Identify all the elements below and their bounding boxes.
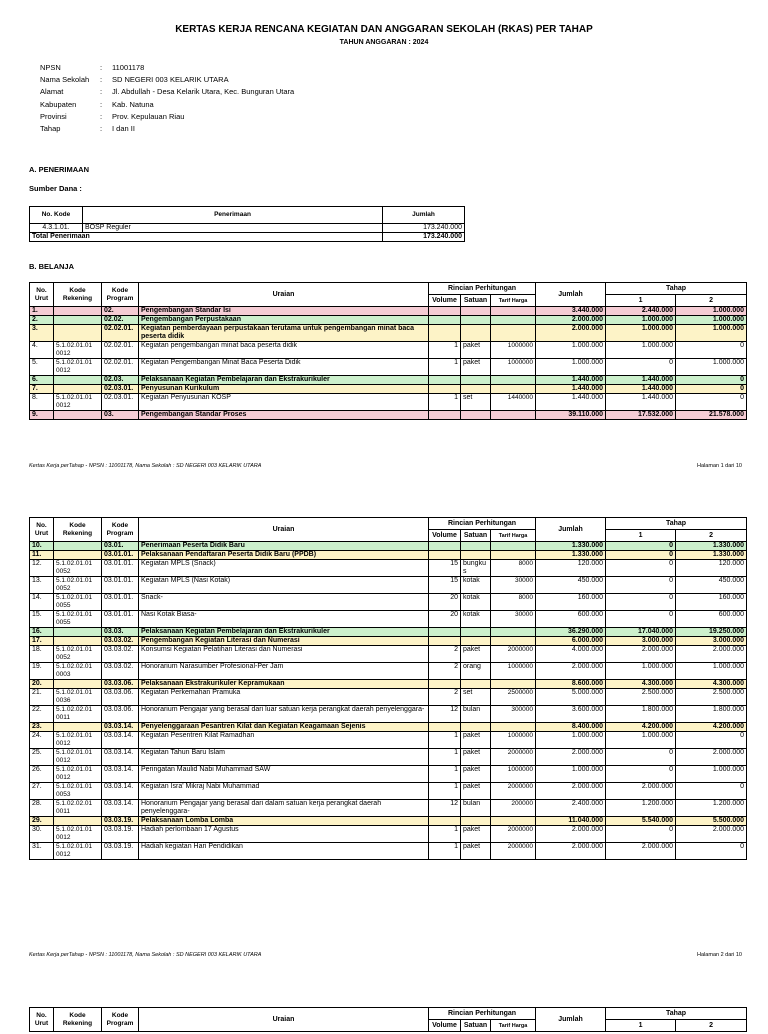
document-page-3 [0,1004,768,1034]
table-row: 11. 03.01.01. Pelaksanaan Pendaftaran Peserta Didik Baru (PPDB) 1.330.000 0 1.330.000 [30,551,747,560]
col-no-urut: No. Urut [30,1008,54,1032]
table-row: 30. 5.1.02.01.01 0012 03.03.19. Hadiah perlombaan 17 Agustus 1 paket 2000000 2.000.000 0 2.000.000 [30,826,747,843]
table-row: 20. 03.03.06. Pelaksanaan Ekstrakurikuler Kepramukaan 8.600.000 4.300.000 4.300.000 [30,680,747,689]
table-row: 15. 5.1.02.01.01 0055 03.01.01. Nasi Kotak Biasa- 20 kotak 30000 600.000 0 600.000 [30,611,747,628]
belanja-table-page-3 [29,1007,747,1032]
col-no-urut: No. Urut [30,518,54,542]
col-rincian: Rincian Perhitungan [429,518,536,530]
col-uraian: Uraian [139,283,429,307]
info-row: Kabupaten : Kab. Natuna [40,99,154,109]
table-row: 26. 5.1.02.01.01 0012 03.03.14. Peringatan Maulid Nabi Muhammad SAW 1 paket 1000000 1.000.000 0 1.000.000 [30,766,747,783]
document-subtitle: TAHUN ANGGARAN : 2024 [339,39,429,46]
belanja-table-page-2 [29,517,747,860]
sumber-dana-label: Sumber Dana : [29,184,82,193]
col-jumlah: Jumlah [536,283,606,307]
table-row: 25. 5.1.02.01.01 0012 03.03.14. Kegiatan Tahun Baru Islam 1 paket 2000000 2.000.000 0 2.000.000 [30,749,747,766]
col-no-kode: No. Kode [30,207,83,224]
col-tahap: Tahap [606,283,747,295]
section-belanja-heading: B. BELANJA [29,262,75,271]
page-number: Halaman 1 dari 10 [697,463,742,469]
col-uraian: Uraian [139,518,429,542]
table-row: 13. 5.1.02.01.01 0052 03.01.01. Kegiatan MPLS (Nasi Kotak) 15 kotak 30000 450.000 0 450.000 [30,577,747,594]
col-no-urut: No. Urut [30,283,54,307]
col-tahap-2: 2 [676,295,747,307]
col-satuan: Satuan [461,530,491,542]
table-row: 7. 02.03.01. Penyusunan Kurikulum 1.440.000 1.440.000 0 [30,385,747,394]
col-jumlah: Jumlah [536,1008,606,1032]
table-row: 1. 02. Pengembangan Standar Isi 3.440.000 2.440.000 1.000.000 [30,307,747,316]
table-row: 22. 5.1.02.02.01 0011 03.03.06. Honorarium Pengajar yang berasal dari luar satuan kerja perangkat daerah penyelenggara- 12 bulan 300000 3.600.000 1.800.000 1.800.000 [30,706,747,723]
col-rincian: Rincian Perhitungan [429,283,536,295]
col-tahap: Tahap [606,518,747,530]
document-title: KERTAS KERJA RENCANA KEGIATAN DAN ANGGARAN SEKOLAH (RKAS) PER TAHAP [175,24,593,35]
table-row: 10. 03.01. Penerimaan Peserta Didik Baru 1.330.000 0 1.330.000 [30,542,747,551]
table-row: 29. 03.03.19. Pelaksanaan Lomba Lomba 11.040.000 5.540.000 5.500.000 [30,817,747,826]
belanja-table-page-1 [29,282,747,420]
section-penerimaan-heading: A. PENERIMAAN [29,165,90,174]
table-row: 23. 03.03.14. Penyelenggaraan Pesantren Kilat dan Kegiatan Keagamaan Sejenis 8.400.000 4.200.000 4.200.000 [30,723,747,732]
table-row: 18. 5.1.02.01.01 0052 03.03.02. Konsumsi Kegiatan Pelatihan Literasi dan Numerasi 2 paket 2000000 4.000.000 2.000.000 2.000.000 [30,646,747,663]
table-row: 3. 02.02.01. Kegiatan pemberdayaan perpustakaan terutama untuk pengembangan minat baca peserta didik 2.000.000 1.000.000 1.000.000 [30,325,747,342]
info-row: Nama Sekolah : SD NEGERI 003 KELARIK UTARA [40,75,229,85]
table-row: 12. 5.1.02.01.01 0052 03.01.01. Kegiatan MPLS (Snack) 15 bungku s 8000 120.000 0 120.000 [30,560,747,577]
table-row: 17. 03.03.02. Pengembangan Kegiatan Literasi dan Numerasi 6.000.000 3.000.000 3.000.000 [30,637,747,646]
table-row: 4. 5.1.02.01.01 0012 02.02.01. Kegiatan pengembangan minat baca peserta didik 1 paket 1000000 1.000.000 1.000.000 0 [30,342,747,359]
table-row: 6. 02.03. Pelaksanaan Kegiatan Pembelajaran dan Ekstrakurikuler 1.440.000 1.440.000 0 [30,376,747,385]
info-row: Provinsi : Prov. Kepulauan Riau [40,111,185,121]
col-kode-rekening: Kode Rekening [54,518,102,542]
col-tahap: Tahap [606,1008,747,1020]
document-page-2 [0,512,768,962]
col-satuan: Satuan [461,295,491,307]
table-row: 14. 5.1.02.01.01 0055 03.01.01. Snack- 20 kotak 8000 160.000 0 160.000 [30,594,747,611]
col-kode-rekening: Kode Rekening [54,1008,102,1032]
col-uraian: Uraian [139,1008,429,1032]
col-tarif: Tarif Harga [491,530,536,542]
table-row: 31. 5.1.02.01.01 0012 03.03.19. Hadiah kegiatan Hari Pendidikan 1 paket 2000000 2.000.000 2.000.000 0 [30,843,747,860]
info-row: Tahap : I dan II [40,123,135,133]
table-row: 16. 03.03. Pelaksanaan Kegiatan Pembelajaran dan Ekstrakurikuler 36.290.000 17.040.000 19.250.000 [30,628,747,637]
table-row: 24. 5.1.02.01.01 0012 03.03.14. Kegiatan Pesentren Kilat Ramadhan 1 paket 1000000 1.000.000 1.000.000 0 [30,732,747,749]
col-kode-program: Kode Program [102,283,139,307]
penerimaan-table [29,206,465,242]
col-satuan: Satuan [461,1020,491,1032]
table-row: 28. 5.1.02.02.01 0011 03.03.14. Honorarium Pengajar yang berasal dari dalam satuan kerja perangkat daerah penyelenggara- 12 bulan 200000 2.400.000 1.200.000 1.200.000 [30,800,747,817]
col-rincian: Rincian Perhitungan [429,1008,536,1020]
page-footer: Kertas Kerja perTahap - NPSN : 11001178, Nama Sekolah : SD NEGERI 003 KELARIK UTARA [29,463,262,469]
col-kode-program: Kode Program [102,518,139,542]
table-row: 9. 03. Pengembangan Standar Proses 39.110.000 17.532.000 21.578.000 [30,411,747,420]
table-row: 19. 5.1.02.02.01 0003 03.03.02. Honorarium Narasumber Profesional-Per Jam 2 orang 1000000 2.000.000 1.000.000 1.000.000 [30,663,747,680]
col-penerimaan: Penerimaan [83,207,383,224]
col-volume: Volume [429,295,461,307]
table-row: 2. 02.02. Pengembangan Perpustakaan 2.000.000 1.000.000 1.000.000 [30,316,747,325]
col-jumlah: Jumlah [536,518,606,542]
table-row: 5. 5.1.02.01.01 0012 02.02.01. Kegiatan Pengembangan Minat Baca Peserta Didik 1 paket 1000000 1.000.000 0 1.000.000 [30,359,747,376]
col-tahap-2: 2 [676,530,747,542]
col-jumlah: Jumlah [383,207,465,224]
page-number: Halaman 2 dari 10 [697,952,742,958]
table-row: 27. 5.1.02.01.01 0053 03.03.14. Kegiatan Isra' Mikraj Nabi Muhammad 1 paket 2000000 2.000.000 2.000.000 0 [30,783,747,800]
col-tahap-1: 1 [606,530,676,542]
info-row: NPSN : 11001178 [40,63,145,72]
col-volume: Volume [429,1020,461,1032]
col-kode-rekening: Kode Rekening [54,283,102,307]
table-row: 8. 5.1.02.01.01 0012 02.03.01. Kegiatan Penyusunan KOSP 1 set 1440000 1.440.000 1.440.000 0 [30,394,747,411]
col-kode-program: Kode Program [102,1008,139,1032]
col-volume: Volume [429,530,461,542]
col-tarif: Tarif Harga [491,1020,536,1032]
school-info [40,63,294,136]
table-row: 4.3.1.01. BOSP Reguler 173.240.000 [30,224,465,233]
col-tahap-1: 1 [606,295,676,307]
info-row: Alamat : Jl. Abdullah - Desa Kelarik Utara, Kec. Bunguran Utara [40,87,295,97]
col-tarif: Tarif Harga [491,295,536,307]
col-tahap-1: 1 [606,1020,676,1032]
col-tahap-2: 2 [676,1020,747,1032]
page-footer: Kertas Kerja perTahap - NPSN : 11001178, Nama Sekolah : SD NEGERI 003 KELARIK UTARA [29,952,262,958]
total-row: Total Penerimaan 173.240.000 [30,233,465,242]
table-row: 21. 5.1.02.01.01 0036 03.03.06. Kegiatan Perkemahan Pramuka 2 set 2500000 5.000.000 2.500.000 2.500.000 [30,689,747,706]
document-page-1 [0,0,768,470]
